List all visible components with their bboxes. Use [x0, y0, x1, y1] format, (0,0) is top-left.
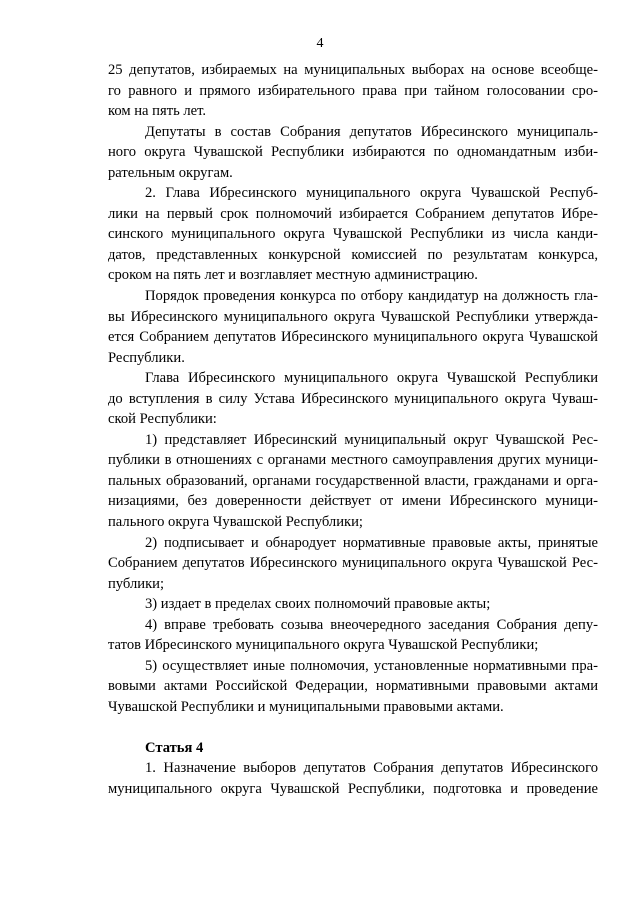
- list-item-2: [108, 533, 598, 595]
- text-line: 25 депутатов, избираемых на муниципальных выборах на основе всеобще-: [108, 62, 598, 78]
- text-line: 4) вправе требовать созыва внеочередного заседания Собрания депу-: [145, 616, 598, 633]
- text-line: Республики.: [108, 349, 185, 366]
- text-line: 1. Назначение выборов депутатов Собрания депутатов Ибресинского: [145, 760, 598, 777]
- text-line: вы Ибресинского муниципального округа Чувашской Республики утвержда-: [108, 308, 598, 325]
- text-line: 2. Глава Ибресинского муниципального округа Чувашской Респуб-: [145, 185, 598, 202]
- text-line: татов Ибресинского муниципального округа Чувашской Республики;: [108, 637, 539, 654]
- text-line: публики;: [108, 575, 165, 592]
- text-line: муниципального округа Чувашской Республики, подготовка и проведение: [108, 780, 598, 797]
- text-line: синского муниципального округа Чувашской Республики из числа канди-: [108, 226, 598, 243]
- text-line: 1) представляет Ибресинский муниципальный округ Чувашской Рес-: [145, 431, 598, 448]
- paragraph-item-2: [108, 183, 598, 286]
- text-line: Депутаты в состав Собрания депутатов Ибресинского муниципаль-: [145, 123, 598, 140]
- paragraph-head: [108, 368, 598, 430]
- text-line: ного округа Чувашской Республики избираются по одномандатным изби-: [108, 144, 598, 161]
- article-paragraph: [108, 758, 598, 799]
- text-line: 5) осуществляет иные полномочия, установленные нормативными пра-: [145, 657, 598, 674]
- text-line: датов, представленных конкурсной комиссией по результатам конкурса,: [108, 246, 598, 263]
- text-line: низациями, без доверенности действует от имени Ибресинского муници-: [108, 493, 598, 510]
- text-line: 2) подписывает и обнародует нормативные правовые акты, принятые: [145, 534, 598, 551]
- text-line: сроком на пять лет и возглавляет местную администрацию.: [108, 267, 478, 284]
- list-item-3: [108, 594, 598, 615]
- text-line: пального округа Чувашской Республики;: [108, 514, 363, 531]
- text-line: ком на пять лет.: [108, 103, 207, 120]
- section-spacer: [108, 718, 598, 738]
- text-line: Порядок проведения конкурса по отбору кандидатур на должность гла-: [145, 288, 598, 305]
- text-line: до вступления в силу Устава Ибресинского муниципального округа Чуваш-: [108, 390, 598, 407]
- text-line: ется Собранием депутатов Ибресинского муниципального округа Чувашской: [108, 329, 598, 346]
- paragraph-competition: [108, 286, 598, 368]
- list-item-4: [108, 615, 598, 656]
- text-line: Собранием депутатов Ибресинского муниципального округа Чувашской Рес-: [108, 555, 598, 572]
- paragraph-continuation: [108, 60, 598, 122]
- list-item-5: [108, 656, 598, 718]
- text-line: ской Республики:: [108, 411, 217, 428]
- text-line: публики в отношениях с органами местного самоуправления других муници-: [108, 452, 598, 469]
- text-line: лики на первый срок полномочий избирается Собранием депутатов Ибре-: [108, 205, 598, 222]
- list-item-1: [108, 430, 598, 533]
- text-line: пальных образований, органами государственной власти, гражданами и орга-: [108, 472, 598, 489]
- text-line: Чувашской Республики и муниципальными правовыми актами.: [108, 698, 504, 715]
- text-line: го равного и прямого избирательного права при тайном голосовании сро-: [108, 82, 598, 99]
- document-body: [108, 60, 598, 799]
- text-line: вовыми актами Российской Федерации, нормативными правовыми актами: [108, 678, 598, 695]
- article-heading: Статья 4: [145, 739, 204, 756]
- paragraph-deputies: [108, 122, 598, 184]
- text-line: рательным округам.: [108, 164, 233, 181]
- text-line: 3) издает в пределах своих полномочий правовые акты;: [145, 596, 491, 613]
- page-number: 4: [316, 36, 324, 51]
- text-line: Глава Ибресинского муниципального округа Чувашской Республики: [145, 370, 598, 387]
